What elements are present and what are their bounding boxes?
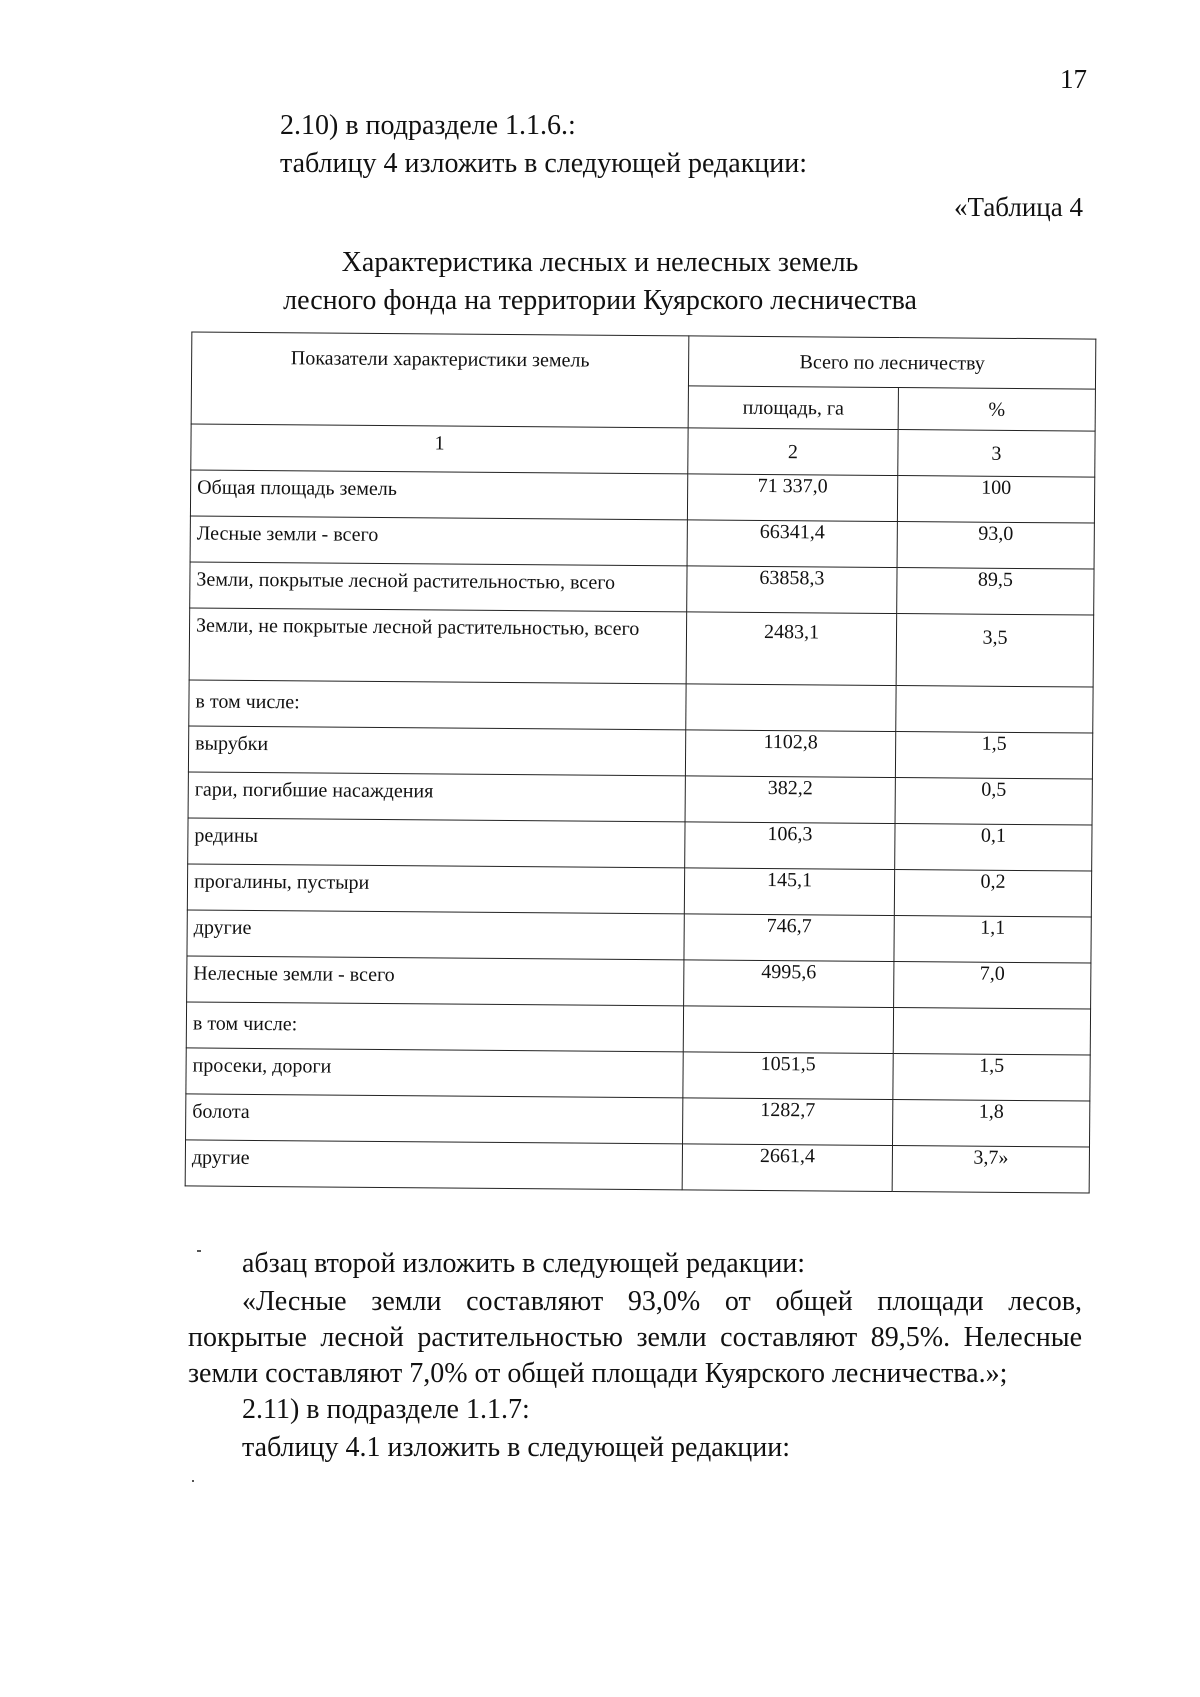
table-row	[187, 864, 1091, 917]
table-row	[185, 1140, 1089, 1193]
row-percent: 7,0	[894, 961, 1091, 1009]
row-label: Земли, не покрытые лесной растительностью, всего	[189, 608, 687, 684]
section-heading-2-11: 2.11) в подразделе 1.1.7:	[242, 1394, 530, 1425]
row-percent: 1,8	[892, 1099, 1089, 1147]
row-percent: 0,1	[895, 824, 1092, 872]
row-percent: 89,5	[897, 568, 1094, 616]
row-area	[686, 684, 896, 732]
scan-speck	[192, 1480, 194, 1482]
row-label: просеки, дороги	[186, 1048, 683, 1098]
table-row	[186, 1094, 1090, 1147]
table-row	[189, 680, 1093, 733]
table-row	[187, 910, 1091, 963]
instruction-line-4-1: таблицу 4.1 изложить в следующей редакции:	[242, 1432, 791, 1463]
row-label: в том числе:	[189, 680, 686, 730]
header-total: Всего по лесничеству	[688, 336, 1095, 389]
table-row	[190, 516, 1094, 569]
table-row	[188, 818, 1092, 871]
row-label: в том числе:	[186, 1002, 683, 1052]
row-area: 4995,6	[684, 960, 894, 1008]
row-label: редины	[188, 818, 685, 868]
row-percent: 1,5	[895, 732, 1092, 780]
paragraph-instruction: абзац второй изложить в следующей редакции:	[242, 1248, 806, 1279]
row-area: 66341,4	[687, 520, 897, 568]
row-percent: 93,0	[897, 522, 1094, 570]
row-label: Нелесные земли - всего	[187, 956, 684, 1006]
row-label: другие	[187, 910, 684, 960]
row-label: прогалины, пустыри	[187, 864, 684, 914]
row-label: другие	[185, 1140, 682, 1190]
header-area: площадь, га	[688, 386, 898, 430]
table-caption: «Таблица 4	[954, 192, 1083, 222]
row-percent: 1,1	[894, 915, 1091, 963]
section-heading-2-10: 2.10) в подразделе 1.1.6.:	[280, 110, 576, 141]
row-percent: 0,2	[894, 869, 1091, 917]
row-label: Земли, покрытые лесной растительностью, всего	[190, 562, 687, 612]
row-area: 1051,5	[683, 1052, 893, 1100]
row-percent: 3,7»	[892, 1145, 1089, 1193]
row-percent	[893, 1007, 1090, 1055]
row-area: 2661,4	[682, 1144, 892, 1192]
table-row	[188, 726, 1092, 779]
row-area: 1102,8	[685, 730, 895, 778]
row-percent: 3,5	[896, 614, 1094, 688]
row-area: 63858,3	[687, 566, 897, 614]
table-row	[190, 562, 1094, 615]
row-area: 106,3	[685, 822, 895, 870]
row-area: 2483,1	[686, 612, 897, 686]
row-label: Общая площадь земель	[190, 470, 687, 520]
column-number: 3	[898, 430, 1095, 478]
row-area: 71 337,0	[687, 474, 897, 522]
scan-speck	[197, 1250, 201, 1252]
row-percent	[896, 686, 1093, 734]
row-area: 382,2	[685, 776, 895, 824]
row-area: 746,7	[684, 914, 894, 962]
quote-line-3: земли составляют 7,0% от общей площади Куярского лесничества.»;	[188, 1358, 1008, 1389]
land-characteristics-table	[185, 331, 1097, 1193]
column-number: 1	[191, 424, 688, 474]
instruction-line: таблицу 4 изложить в следующей редакции:	[280, 148, 808, 179]
row-area: 145,1	[684, 868, 894, 916]
table-row	[189, 608, 1094, 687]
row-percent: 1,5	[893, 1053, 1090, 1101]
table-row	[186, 1002, 1090, 1055]
quote-line-2: покрытые лесной растительностью земли составляют 89,5%. Нелесные	[188, 1322, 1082, 1353]
row-percent: 0,5	[895, 778, 1092, 826]
table-row	[187, 956, 1091, 1009]
table-row	[188, 772, 1092, 825]
table-title-line2: лесного фонда на территории Куярского лесничества	[283, 285, 917, 316]
row-label: Лесные земли - всего	[190, 516, 687, 566]
header-percent: %	[898, 388, 1095, 432]
table-title-line1: Характеристика лесных и нелесных земель	[341, 247, 859, 278]
column-number: 2	[688, 428, 898, 476]
row-percent: 100	[897, 476, 1094, 524]
row-area: 1282,7	[683, 1098, 893, 1146]
table-row	[190, 470, 1094, 523]
header-indicator: Показатели характеристики земель	[191, 332, 689, 428]
page-number: 17	[1060, 64, 1087, 94]
row-area	[683, 1006, 893, 1054]
row-label: гари, погибшие насаждения	[188, 772, 685, 822]
row-label: болота	[186, 1094, 683, 1144]
table-row	[186, 1048, 1090, 1101]
quote-line-1: «Лесные земли составляют 93,0% от общей площади лесов,	[242, 1286, 1082, 1317]
row-label: вырубки	[188, 726, 685, 776]
